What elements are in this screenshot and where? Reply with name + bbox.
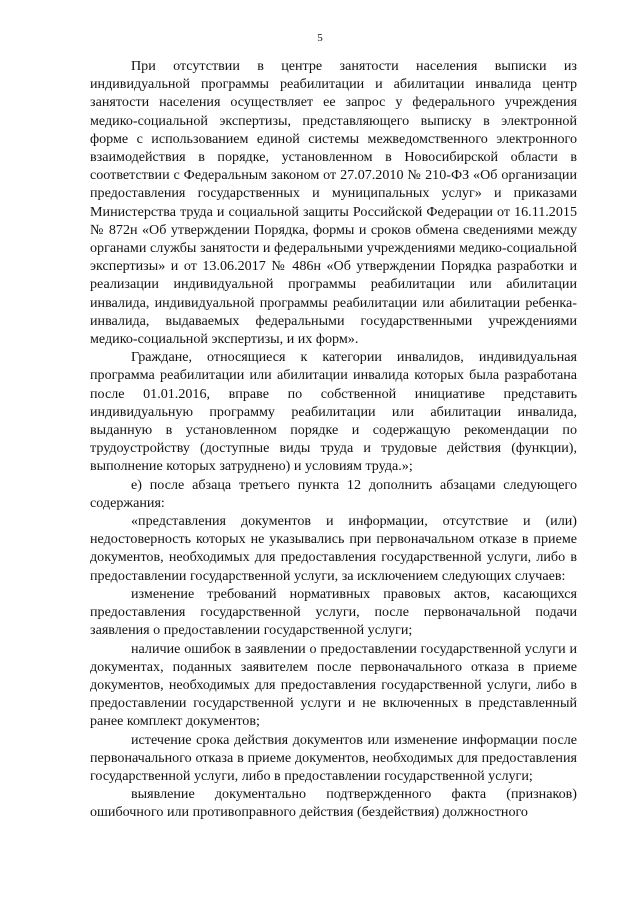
paragraph-6: наличие ошибок в заявлении о предоставлении государственной услуги и документах, поданных заявителем после первоначального отказа в приеме документов, необходимых для предоставления государственной услуги, либо в предоставлении государственной услуги и не включенных в представленный ранее комплект документов; <box>90 640 577 730</box>
paragraph-4: «представления документов и информации, отсутствие и (или) недостоверность которых не указывались при первоначальном отказе в приеме документов, необходимых для предоставления государственной услуги, либо в предоставлении государственной услуги, за исключением следующих случаев: <box>90 513 577 584</box>
paragraph-5: изменение требований нормативных правовых актов, касающихся предоставления государственной услуги, после первоначальной подачи заявления о предоставлении государственной услуги; <box>90 585 577 639</box>
paragraph-1: При отсутствии в центре занятости населения выписки из индивидуальной программы реабилитации и абилитации инвалида центр занятости населения осуществляет ее запрос у федерального учреждения медико-социальной экспертизы, представляющего выписку в электронной форме с использованием единой системы межведомственного электронного взаимодействия в порядке, установленном в Новосибирской области в соответствии с Федеральным законом от 27.07.2010 № 210-ФЗ «Об организации предоставления государственных и муниципальных услуг» и приказами Министерства труда и социальной защиты Российской Федерации от 16.11.2015 № 872н «Об утверждении Порядка, формы и сроков обмена сведениями между органами службы занятости и федеральными учреждениями медико-социальной экспертизы» и от 13.06.2017 № 486н «Об утверждении Порядка разработки и реализации индивидуальной программы реабилитации или абилитации инвалида, индивидуальной программы реабилитации или абилитации ребенка-инвалида, выдаваемых федеральными государственными учреждениями медико-социальной экспертизы, и их форм». <box>90 58 577 348</box>
paragraph-3: е) после абзаца третьего пункта 12 дополнить абзацами следующего содержания: <box>90 476 577 511</box>
body-text <box>90 57 577 822</box>
paragraph-8: выявление документально подтвержденного факта (признаков) ошибочного или противоправного действия (бездействия) должностного <box>90 786 577 821</box>
page-number: 5 <box>317 32 323 44</box>
paragraph-7: истечение срока действия документов или изменение информации после первоначального отказа в приеме документов, необходимых для предоставления государственной услуги, либо в предоставлении государственной услуги; <box>90 731 577 784</box>
paragraph-2: Граждане, относящиеся к категории инвалидов, индивидуальная программа реабилитации или абилитации инвалида которых была разработана после 01.01.2016, вправе по собственной инициативе представить индивидуальную программу реабилитации или абилитации инвалида, выданную в установленном порядке и содержащую рекомендации по трудоустройству (доступные виды труда и трудовые действия (функции), выполнение которых затруднено) и условиям труда.»; <box>90 349 577 475</box>
